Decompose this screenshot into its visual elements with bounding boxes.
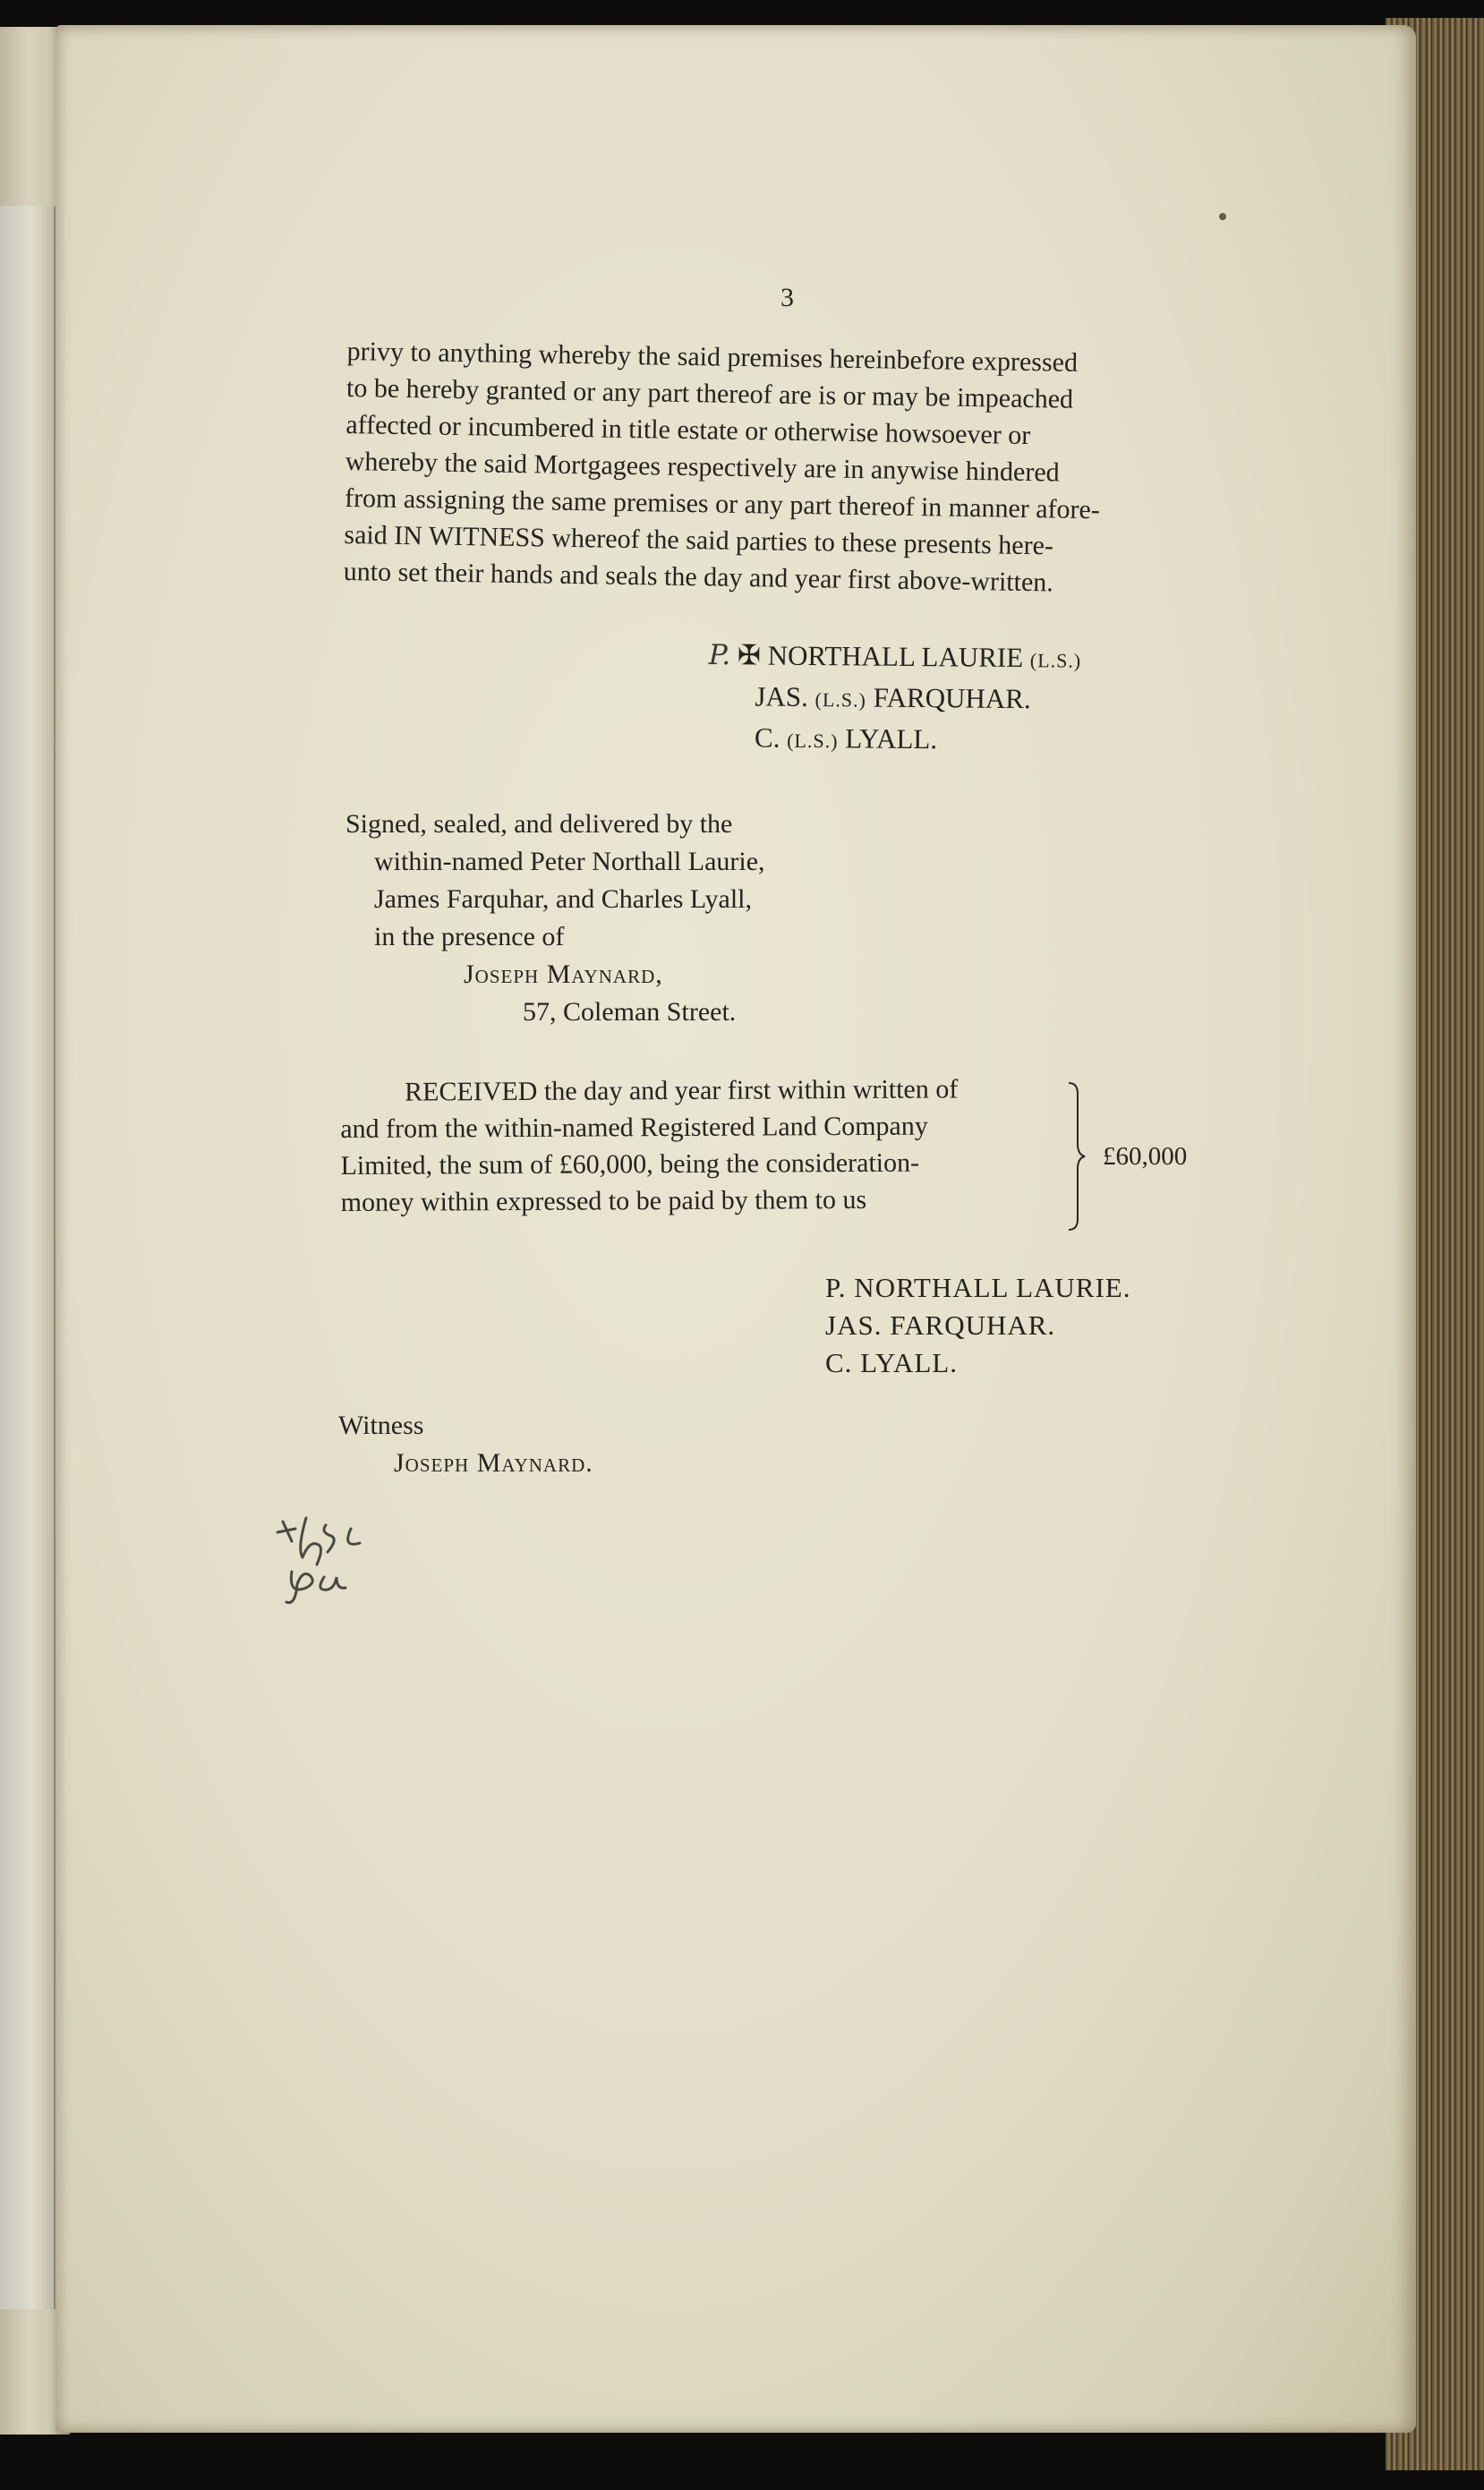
signature-line-farquhar [708, 677, 1081, 721]
signatory-name: LYALL. [845, 722, 938, 755]
witness-name: Joseph Maynard, [464, 959, 663, 989]
witness-label: Witness [338, 1411, 424, 1440]
seal-label: (L.S.) [814, 688, 867, 712]
receipt-line [340, 1070, 1056, 1111]
witness-address: 57, Coleman Street. [523, 997, 737, 1027]
attestation-line: in the presence of [374, 922, 565, 951]
receipt-line-text: the day and year first within written of [543, 1074, 959, 1106]
attestation-line: Signed, sealed, and delivered by the [345, 809, 733, 839]
receipt-lead: RECEIVED [405, 1076, 538, 1107]
receipt-line: money within expressed to be paid by them to us [340, 1184, 867, 1217]
receipt-amount: £60,000 [1103, 1142, 1188, 1171]
signature-line-laurie [709, 635, 1082, 680]
receipt-line: and from the within-named Registered Land Company [340, 1111, 928, 1144]
paragraph-line: whereby the said Mortgagees respectively are in anywise hindered [345, 446, 1060, 488]
curly-brace-icon [1067, 1081, 1087, 1232]
receipt-signatory: P. NORTHALL LAURIE. [825, 1272, 1131, 1303]
receipt-signatory: C. LYALL. [825, 1347, 958, 1378]
handwritten-initial: P. [708, 638, 731, 672]
paragraph-line: privy to anything whereby the said premises hereinbefore expressed [346, 336, 1079, 378]
signatory-prefix: JAS. [755, 680, 809, 712]
signatory-name: FARQUHAR. [873, 681, 1031, 715]
receipt-signatory: JAS. FARQUHAR. [825, 1309, 1056, 1341]
receipt-line: Limited, the sum of £60,000, being the consideration- [340, 1147, 920, 1181]
seal-label: (L.S.) [787, 729, 839, 753]
witness-name: Joseph Maynard. [394, 1448, 593, 1478]
handwritten-annotation-icon [270, 1513, 396, 1611]
attestation-clause [345, 806, 765, 1031]
ink-spot [1219, 213, 1226, 220]
witness-block [338, 1407, 593, 1482]
signatory-name: NORTHALL LAURIE [767, 639, 1024, 674]
paragraph-line: affected or incumbered in title estate or otherwise howsoever or [345, 409, 1031, 451]
seal-label: (L.S.) [1029, 649, 1082, 672]
receipt-text [340, 1070, 1057, 1221]
seal-mark-icon: ✠ [737, 639, 762, 671]
signatory-prefix: C. [754, 721, 780, 754]
receipt-clause [340, 1074, 1065, 1221]
seal-signature-block [708, 635, 1082, 763]
signature-line-lyall [708, 718, 1081, 763]
paragraph-line: said IN WITNESS whereof the said parties to these presents here- [344, 519, 1054, 561]
attestation-line: James Farquhar, and Charles Lyall, [374, 884, 753, 914]
receipt-signatures [825, 1269, 1130, 1382]
paragraph-line: from assigning the same premises or any part thereof in manner afore- [344, 482, 1101, 525]
attestation-line: within-named Peter Northall Laurie, [374, 847, 765, 876]
paragraph-line: unto set their hands and seals the day and year first above-written. [343, 556, 1054, 598]
page-number: 3 [780, 283, 794, 312]
paragraph-line: to be hereby granted or any part thereof are is or may be impeached [345, 372, 1074, 414]
adjacent-page-strip [0, 206, 55, 2309]
deed-paragraph [343, 333, 1232, 604]
